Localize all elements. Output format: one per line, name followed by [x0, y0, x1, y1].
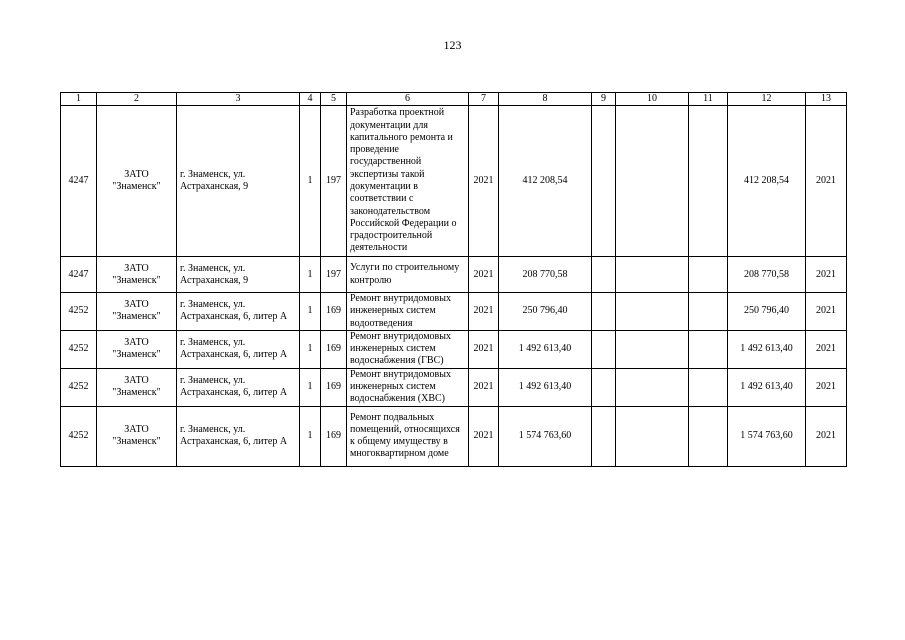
- column-header: 10: [616, 93, 689, 106]
- cell-year: 2021: [469, 257, 499, 293]
- cell-col4: 1: [300, 406, 321, 466]
- cell-address: г. Знаменск, ул. Астраханская, 6, литер А: [177, 330, 300, 368]
- cell-col5: 169: [321, 406, 347, 466]
- cell-work-description: Ремонт внутридомовых инженерных систем водоснабжения (ГВС): [347, 330, 469, 368]
- cell-col5: 169: [321, 330, 347, 368]
- cell-object-id: 4252: [61, 368, 97, 406]
- cell-object-id: 4252: [61, 293, 97, 331]
- cell-col10: [616, 330, 689, 368]
- cell-work-description: Разработка проектной документации для капитального ремонта и проведение государственной экспертизы такой документации в соответствии с законодательством Российской Федерации о градостроительной деятельности: [347, 106, 469, 257]
- cell-total-cost: 1 492 613,40: [499, 330, 592, 368]
- column-header: 5: [321, 93, 347, 106]
- cell-work-description: Услуги по строительному контролю: [347, 257, 469, 293]
- column-header: 2: [97, 93, 177, 106]
- cell-municipality: ЗАТО "Знаменск": [97, 293, 177, 331]
- cell-address: г. Знаменск, ул. Астраханская, 9: [177, 106, 300, 257]
- column-header: 8: [499, 93, 592, 106]
- cell-col5: 169: [321, 368, 347, 406]
- cell-year: 2021: [469, 293, 499, 331]
- cell-municipality: ЗАТО "Знаменск": [97, 406, 177, 466]
- cell-address: г. Знаменск, ул. Астраханская, 6, литер А: [177, 406, 300, 466]
- cell-funding: 208 770,58: [728, 257, 806, 293]
- cell-col9: [592, 257, 616, 293]
- cell-col10: [616, 293, 689, 331]
- cell-work-description: Ремонт внутридомовых инженерных систем водоотведения: [347, 293, 469, 331]
- cell-completion-year: 2021: [806, 106, 847, 257]
- cell-total-cost: 1 492 613,40: [499, 368, 592, 406]
- page-number: 123: [443, 38, 462, 52]
- cell-work-description: Ремонт подвальных помещений, относящихся к общему имуществу в многоквартирном доме: [347, 406, 469, 466]
- cell-funding: 412 208,54: [728, 106, 806, 257]
- column-header: 13: [806, 93, 847, 106]
- cell-total-cost: 208 770,58: [499, 257, 592, 293]
- cell-completion-year: 2021: [806, 330, 847, 368]
- cell-address: г. Знаменск, ул. Астраханская, 6, литер А: [177, 293, 300, 331]
- cell-address: г. Знаменск, ул. Астраханская, 6, литер А: [177, 368, 300, 406]
- cell-col11: [689, 406, 728, 466]
- cell-completion-year: 2021: [806, 257, 847, 293]
- column-header: 11: [689, 93, 728, 106]
- table-row: [61, 257, 847, 293]
- cell-col9: [592, 330, 616, 368]
- cell-col10: [616, 257, 689, 293]
- cell-work-description: Ремонт внутридомовых инженерных систем водоснабжения (ХВС): [347, 368, 469, 406]
- cell-col4: 1: [300, 293, 321, 331]
- cell-col4: 1: [300, 257, 321, 293]
- cell-object-id: 4252: [61, 330, 97, 368]
- cell-col10: [616, 368, 689, 406]
- cell-total-cost: 250 796,40: [499, 293, 592, 331]
- cell-col11: [689, 257, 728, 293]
- cell-col10: [616, 406, 689, 466]
- table-row: [61, 406, 847, 466]
- cell-col4: 1: [300, 330, 321, 368]
- table-row: [61, 293, 847, 331]
- cell-col9: [592, 293, 616, 331]
- cell-year: 2021: [469, 106, 499, 257]
- column-header: 7: [469, 93, 499, 106]
- cell-funding: 1 574 763,60: [728, 406, 806, 466]
- table-row: [61, 106, 847, 257]
- header-row: [61, 93, 847, 106]
- cell-funding: 1 492 613,40: [728, 368, 806, 406]
- column-header: 12: [728, 93, 806, 106]
- cell-municipality: ЗАТО "Знаменск": [97, 257, 177, 293]
- register-table: [60, 92, 847, 467]
- cell-col11: [689, 106, 728, 257]
- cell-municipality: ЗАТО "Знаменск": [97, 106, 177, 257]
- column-header: 4: [300, 93, 321, 106]
- cell-total-cost: 412 208,54: [499, 106, 592, 257]
- cell-total-cost: 1 574 763,60: [499, 406, 592, 466]
- cell-object-id: 4252: [61, 406, 97, 466]
- cell-col4: 1: [300, 106, 321, 257]
- table-row: [61, 330, 847, 368]
- cell-col11: [689, 330, 728, 368]
- cell-completion-year: 2021: [806, 368, 847, 406]
- cell-col11: [689, 293, 728, 331]
- cell-year: 2021: [469, 368, 499, 406]
- cell-funding: 1 492 613,40: [728, 330, 806, 368]
- cell-col5: 169: [321, 293, 347, 331]
- cell-address: г. Знаменск, ул. Астраханская, 9: [177, 257, 300, 293]
- cell-object-id: 4247: [61, 106, 97, 257]
- cell-col9: [592, 368, 616, 406]
- cell-col5: 197: [321, 106, 347, 257]
- cell-col4: 1: [300, 368, 321, 406]
- column-header: 1: [61, 93, 97, 106]
- column-header: 9: [592, 93, 616, 106]
- cell-funding: 250 796,40: [728, 293, 806, 331]
- cell-col5: 197: [321, 257, 347, 293]
- table-row: [61, 368, 847, 406]
- cell-col9: [592, 106, 616, 257]
- cell-col11: [689, 368, 728, 406]
- cell-completion-year: 2021: [806, 293, 847, 331]
- column-header: 6: [347, 93, 469, 106]
- cell-col10: [616, 106, 689, 257]
- cell-year: 2021: [469, 330, 499, 368]
- cell-object-id: 4247: [61, 257, 97, 293]
- cell-year: 2021: [469, 406, 499, 466]
- cell-col9: [592, 406, 616, 466]
- column-header: 3: [177, 93, 300, 106]
- cell-municipality: ЗАТО "Знаменск": [97, 330, 177, 368]
- cell-completion-year: 2021: [806, 406, 847, 466]
- cell-municipality: ЗАТО "Знаменск": [97, 368, 177, 406]
